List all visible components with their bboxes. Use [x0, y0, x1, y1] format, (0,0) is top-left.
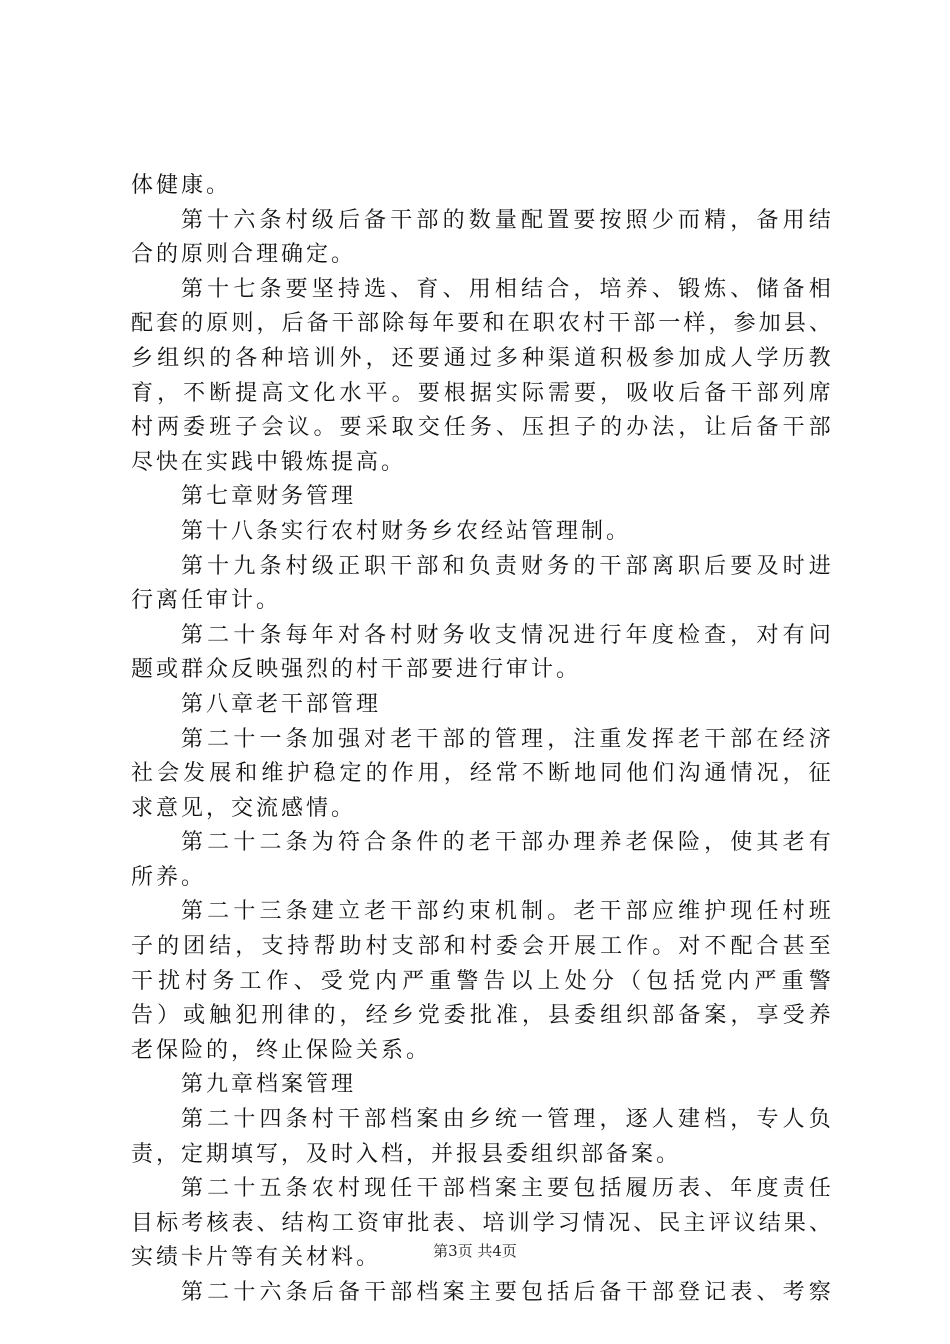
- text-line: 第 十 六 条 村 级 后 备 干 部 的 数 量 配 置 要 按 照 少 而 精 ， 备 用 结: [181, 207, 831, 233]
- text-line: 第 十 九 条 村 级 正 职 干 部 和 负 责 财 务 的 干 部 离 职 后 要 及 时 进: [181, 553, 831, 579]
- text-line: 配 套 的 原 则 ， 后 备 干 部 除 每 年 要 和 在 职 农 村 干 部 一 样 ， 参 加 县 、: [131, 311, 831, 337]
- document-body: [131, 169, 831, 1311]
- text-line: 第九章档案管理: [181, 1072, 357, 1098]
- text-line: 第 二 十 六 条 后 备 干 部 档 案 主 要 包 括 后 备 干 部 登 记 表 、 考 察: [181, 1280, 831, 1305]
- text-line: 责，定期填写，及时入档，并报县委组织部备案。: [131, 1141, 682, 1167]
- text-line: 实绩卡片等有关材料。: [131, 1245, 382, 1271]
- page-number-label: 第3页 共4页: [433, 1242, 517, 1260]
- text-line: 求意见，交流感情。: [131, 795, 357, 821]
- text-line: 题或群众反映强烈的村干部要进行审计。: [131, 657, 582, 683]
- text-line: 第 二 十 三 条 建 立 老 干 部 约 束 机 制 。 老 干 部 应 维 护 现 任 村 班: [181, 899, 831, 925]
- text-line: 所养。: [131, 864, 207, 890]
- page-footer: [0, 1240, 950, 1261]
- text-line: 体健康。: [131, 173, 232, 198]
- text-line: 第 二 十 五 条 农 村 现 任 干 部 档 案 主 要 包 括 履 历 表 、 年 度 责 任: [181, 1176, 831, 1202]
- text-line: 第十八条实行农村财务乡农经站管理制。: [181, 518, 632, 544]
- text-line: 第 二 十 四 条 村 干 部 档 案 由 乡 统 一 管 理 ， 逐 人 建 档 ， 专 人 负: [181, 1107, 831, 1133]
- text-line: 告 ） 或 触 犯 刑 律 的 ， 经 乡 党 委 批 准 ， 县 委 组 织 部 备 案 ， 享 受 养: [131, 1003, 831, 1029]
- text-line: 老保险的，终止保险关系。: [131, 1037, 432, 1063]
- text-line: 育 ， 不 断 提 高 文 化 水 平 。 要 根 据 实 际 需 要 ， 吸 收 后 备 干 部 列 席: [131, 380, 831, 406]
- text-line: 行离任审计。: [131, 588, 282, 614]
- text-line: 村 两 委 班 子 会 议 。 要 采 取 交 任 务 、 压 担 子 的 办 法 ， 让 后 备 干 部: [131, 415, 831, 441]
- text-line: 第 二 十 条 每 年 对 各 村 财 务 收 支 情 况 进 行 年 度 检 查 ， 对 有 问: [181, 622, 831, 648]
- text-line: 第 二 十 二 条 为 符 合 条 件 的 老 干 部 办 理 养 老 保 险 ， 使 其 老 有: [181, 830, 831, 856]
- text-line: 第八章老干部管理: [181, 691, 382, 717]
- text-line: 目 标 考 核 表 、 结 构 工 资 审 批 表 、 培 训 学 习 情 况 、 民 主 评 议 结 果 、: [131, 1210, 831, 1236]
- text-line: 第七章财务管理: [181, 484, 357, 510]
- text-line: 子 的 团 结 ， 支 持 帮 助 村 支 部 和 村 委 会 开 展 工 作 。 对 不 配 合 甚 至: [131, 934, 831, 960]
- text-line: 社 会 发 展 和 维 护 稳 定 的 作 用 ， 经 常 不 断 地 同 他 们 沟 通 情 况 ， 征: [131, 761, 831, 787]
- text-line: 第 二 十 一 条 加 强 对 老 干 部 的 管 理 ， 注 重 发 挥 老 干 部 在 经 济: [181, 726, 831, 752]
- text-line: 第 十 七 条 要 坚 持 选 、 育 、 用 相 结 合 ， 培 养 、 锻 炼 、 储 备 相: [181, 276, 831, 302]
- text-line: 乡 组 织 的 各 种 培 训 外 ， 还 要 通 过 多 种 渠 道 积 极 参 加 成 人 学 历 教: [131, 345, 831, 371]
- text-line: 合的原则合理确定。: [131, 242, 357, 268]
- text-line: 干 扰 村 务 工 作 、 受 党 内 严 重 警 告 以 上 处 分 （ 包 括 党 内 严 重 警: [131, 968, 831, 994]
- text-line: 尽快在实践中锻炼提高。: [131, 449, 407, 475]
